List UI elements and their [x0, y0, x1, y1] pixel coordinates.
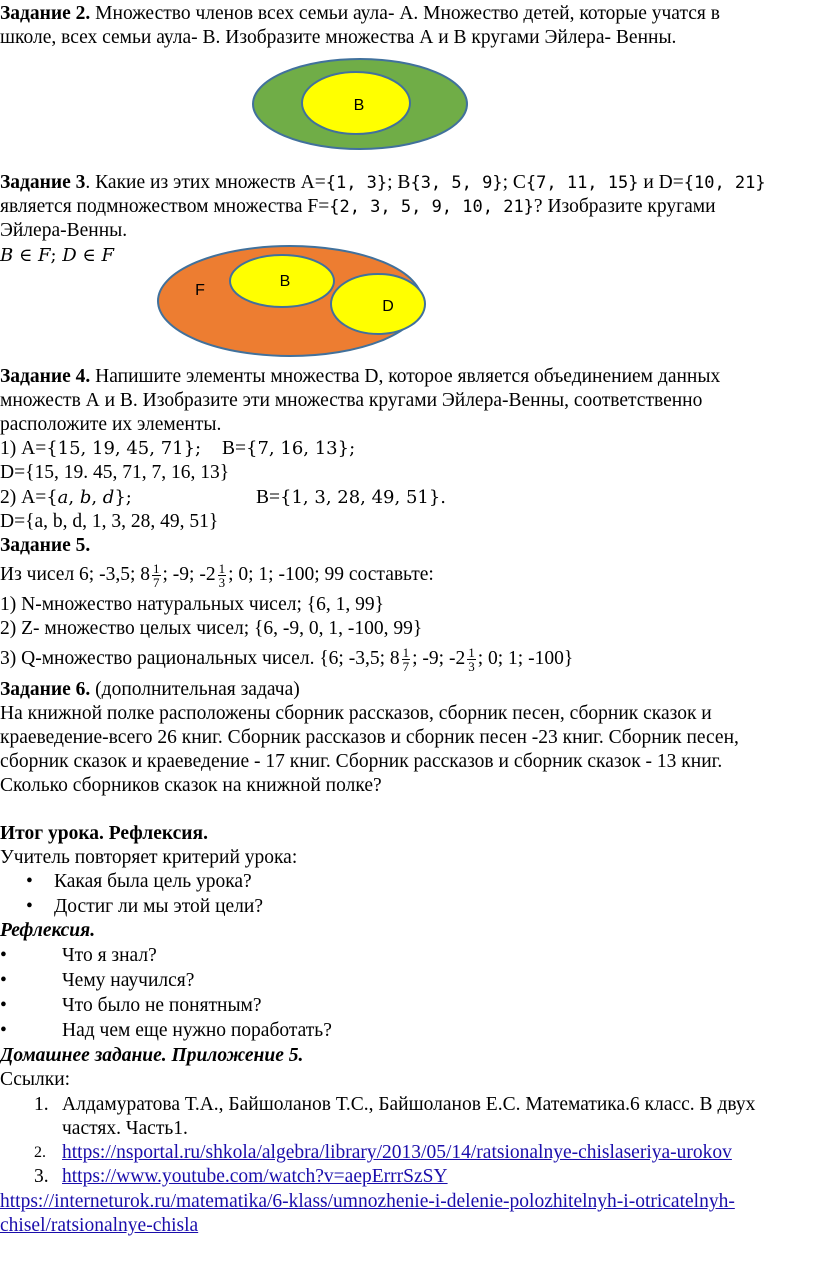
text: ; -9; -2	[162, 563, 216, 585]
task2-line1	[0, 2, 720, 26]
reflection-item-3: Что было не понятным?	[62, 995, 262, 1016]
label: В=	[222, 438, 247, 459]
title: Итог урока. Рефлексия.	[0, 823, 208, 844]
text: ? Изобразите кругами	[533, 196, 716, 217]
venn-label-d: D	[382, 298, 394, 315]
task4-item2	[0, 486, 132, 510]
label: 1) А=	[0, 438, 47, 459]
task4-line1	[0, 365, 720, 389]
den: 3	[218, 575, 226, 590]
num: 1	[153, 561, 160, 576]
bullet-icon: •	[26, 871, 33, 892]
ref4-link-line1[interactable]: https://interneturok.ru/matematika/6-klass/umnozhenie-i-delenie-polozhitelnyh-i-otricatelnyh-	[0, 1191, 735, 1212]
task4-item1-d: D={15, 19. 45, 71, 7, 16, 13}	[0, 462, 230, 483]
set-a: {1, 3}	[325, 173, 388, 193]
bullet-icon: •	[26, 896, 33, 917]
set-b: {1, 3, 28, 49, 51}.	[280, 487, 447, 508]
venn-diagram-task2	[0, 56, 816, 166]
task6-line2: краеведение-всего 26 книг. Сборник рассказов и сборник песен -23 книг. Сборник песен,	[0, 727, 739, 748]
task4-text: Напишите элементы множества D, которое является объединением данных	[95, 366, 721, 387]
task5-item3	[0, 646, 573, 673]
reflection-item-1: Что я знал?	[62, 945, 157, 966]
summary-bullet-1: Какая была цель урока?	[54, 871, 252, 892]
den: 3	[468, 659, 475, 674]
venn-diagram-task3	[0, 244, 816, 364]
task3-answer: 𝐵 ∈ 𝐹; 𝐷 ∈ 𝐹	[0, 245, 114, 266]
task6-line3: сборник сказок и краеведение - 17 книг. Сборник рассказов и сборник сказок - 13 книг.	[0, 751, 723, 772]
venn-label-f: F	[195, 282, 205, 299]
text: является подмножеством множества F=	[0, 196, 330, 217]
fraction	[402, 646, 411, 673]
task5-item1: 1) N-множество натуральных чисел; {6, 1, 99}	[0, 594, 384, 615]
fraction	[467, 646, 476, 673]
text: и D=	[638, 172, 684, 193]
task3-text: . Какие из этих множеств А=	[85, 172, 326, 193]
set-d: {10, 21}	[683, 173, 766, 193]
task5-numbers	[0, 562, 434, 589]
ref3-number: 3.	[34, 1166, 49, 1187]
set-a: {15, 19, 45, 71};	[46, 438, 202, 459]
reflection-item-4: Над чем еще нужно поработать?	[62, 1020, 332, 1041]
venn-label-b: B	[279, 273, 291, 290]
bullet-icon: •	[0, 995, 7, 1016]
text: ; 0; 1; -100; 99 составьте:	[228, 563, 434, 585]
label: В=	[256, 487, 281, 508]
task6-line1: На книжной полке расположены сборник рассказов, сборник песен, сборник сказок и	[0, 703, 712, 724]
ref2-number: 2.	[34, 1144, 46, 1161]
ref1-line2: частях. Часть1.	[62, 1118, 188, 1139]
task4-title: Задание 4.	[0, 366, 91, 387]
task4-item1-b	[222, 437, 355, 461]
ref2-link[interactable]: https://nsportal.ru/shkola/algebra/library/2013/05/14/ratsionalnye-chislaseriya-urokov	[62, 1142, 732, 1163]
summary-title	[0, 822, 208, 846]
num: 1	[218, 561, 226, 576]
num: 1	[402, 645, 410, 660]
task3-line2	[0, 195, 716, 219]
venn-inner-set-d	[331, 274, 425, 334]
task4-item2-d: D={a, b, d, 1, 3, 28, 49, 51}	[0, 511, 219, 532]
task4-item2-b	[256, 486, 446, 510]
links-title: Ссылки:	[0, 1069, 71, 1090]
reflection-title: Рефлексия.	[0, 920, 96, 941]
task3-line3: Эйлера-Венны.	[0, 220, 128, 241]
ref1-line1: Алдамуратова Т.А., Байшоланов Т.С., Байшоланов Е.С. Математика.6 класс. В двух	[62, 1094, 756, 1115]
task4-item1	[0, 437, 201, 461]
summary-bullet-2: Достиг ли мы этой цели?	[54, 896, 263, 917]
sep: ; В	[387, 172, 411, 193]
ref4-link-line2[interactable]: chisel/ratsionalnye-chisla	[0, 1215, 199, 1236]
set-b: {3, 5, 9}	[410, 173, 503, 193]
set-a: {𝑎, 𝑏, 𝑑};	[46, 487, 132, 508]
task5-title	[0, 534, 90, 558]
title: Задание 5.	[0, 535, 91, 556]
text: ; -9; -2	[412, 647, 466, 669]
text: ; 0; 1; -100}	[477, 647, 574, 669]
task2-title: Задание 2.	[0, 3, 91, 24]
text: Из чисел 6; -3,5; 8	[0, 563, 151, 585]
task6-title: Задание 6.	[0, 679, 91, 700]
set-b: {7, 16, 13};	[246, 438, 356, 459]
den: 7	[402, 659, 410, 674]
fraction	[218, 562, 227, 589]
label: 2) А=	[0, 487, 47, 508]
task3-title: Задание 3	[0, 172, 86, 193]
summary-intro: Учитель повторяет критерий урока:	[0, 847, 298, 868]
task4-line3: расположите их элементы.	[0, 414, 222, 435]
set-f: {2, 3, 5, 9, 10, 21}	[329, 197, 534, 217]
bullet-icon: •	[0, 1020, 7, 1041]
ref3-link[interactable]: https://www.youtube.com/watch?v=aepErrrSzSY	[62, 1166, 448, 1187]
bullet-icon: •	[0, 970, 7, 991]
bullet-icon: •	[0, 945, 7, 966]
task5-item2: 2) Z- множество целых чисел; {6, -9, 0, 1, -100, 99}	[0, 618, 423, 639]
task2-text: Множество членов всех семьи аула- А. Множество детей, которые учатся в	[95, 3, 720, 24]
den: 7	[153, 575, 160, 590]
fraction	[152, 562, 161, 589]
task4-line2: множеств А и В. Изобразите эти множества кругами Эйлера-Венны, соответственно	[0, 390, 703, 411]
task2-line2: школе, всех семьи аула- В. Изобразите множества А и В кругами Эйлера- Венны.	[0, 27, 677, 48]
venn-label-b: В	[353, 97, 365, 114]
sep: ; С	[502, 172, 526, 193]
reflection-item-2: Чему научился?	[62, 970, 195, 991]
homework: Домашнее задание. Приложение 5.	[0, 1045, 304, 1066]
ref1-number: 1.	[34, 1094, 49, 1115]
task6-line4: Сколько сборников сказок на книжной полке?	[0, 775, 382, 796]
text: 3) Q-множество рациональных чисел. {6; -3,5; 8	[0, 647, 400, 669]
task3-line1	[0, 171, 766, 195]
task6-subtitle: (дополнительная задача)	[90, 679, 300, 700]
set-c: {7, 11, 15}	[525, 173, 639, 193]
num: 1	[468, 645, 475, 660]
task6-title-line	[0, 678, 300, 702]
